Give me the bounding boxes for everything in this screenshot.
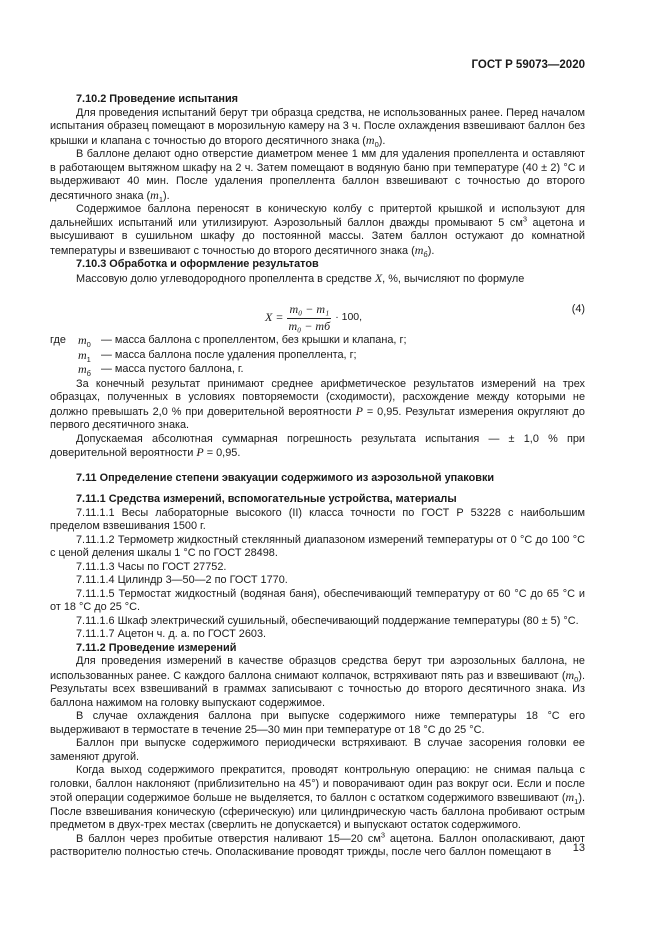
section-7-10-2 — [50, 93, 585, 286]
formula-denominator: m₀ − mб — [288, 318, 331, 333]
legend-label: где — [50, 334, 66, 346]
text-run: ). — [163, 189, 170, 202]
superscript: 3 — [380, 829, 385, 839]
variable: m — [565, 790, 575, 804]
text-run: 7.11.1.4 Цилиндр 3—50—2 по ГОСТ 1770. — [76, 574, 288, 586]
superscript: 3 — [522, 213, 527, 223]
formula-numerator: m₀ − m₁ — [287, 303, 331, 319]
paragraph — [50, 574, 585, 588]
variable: X — [374, 270, 383, 285]
section-heading — [50, 258, 585, 272]
formula-4 — [50, 292, 585, 332]
legend-text: — масса баллона после удаления пропеллента, г; — [101, 348, 357, 361]
paragraph — [50, 507, 585, 534]
text-run: ). Результаты всех взвешиваний в граммах записывают с точностью до второго десятичного знака. Из баллона нажимом на головку выпускают содержимое. — [50, 669, 585, 709]
text-run: 7.11.1.3 Часы по ГОСТ 27752. — [76, 560, 227, 573]
legend-row — [50, 334, 585, 349]
variable: m — [365, 132, 375, 147]
text-run: 7.11.1.1 Весы лабораторные высокого (II) класса точности по ГОСТ Р 53228 с наибольшим пределом взвешивания 1500 г. — [50, 506, 585, 532]
formula-fraction — [287, 303, 331, 333]
document-header: ГОСТ Р 59073—2020 — [471, 59, 585, 71]
subscript: 0 — [86, 340, 91, 350]
text-run: 7.11.1.6 Шкаф электрический сушильный, обеспечивающий поддержание температуры (80 ± 5) °С. — [76, 614, 579, 627]
paragraph — [50, 433, 585, 461]
subscript: б — [423, 249, 428, 259]
formula-number: (4) — [571, 303, 585, 315]
legend-row — [50, 349, 585, 364]
text-run: Допускаемая абсолютная суммарная погрешность результата испытания — ± 1,0 % при доверительной вероятности — [50, 432, 585, 459]
section-heading — [50, 93, 585, 107]
text-run: ацетона и высушивают в сушильном шкафу до постоянной массы. Затем баллон остужают до комнатной температуры и взвешивают с точностью до второго десятичного знака ( — [50, 216, 585, 257]
page-content — [50, 93, 585, 860]
text-run: 7.11.1.2 Термометр жидкостный стеклянный диапазоном измерений температуры от 0 °С до 100 °С с ценой деления шкалы 1 °С по ГОСТ 28498. — [50, 533, 585, 559]
text-run: ). — [378, 134, 386, 147]
subscript: 1 — [574, 797, 579, 807]
section-7-11 — [50, 378, 585, 860]
subscript: 0 — [374, 139, 379, 149]
paragraph — [50, 628, 585, 642]
subscript: б — [86, 369, 91, 379]
paragraph — [50, 764, 585, 833]
formula-multiplier: · 100, — [335, 311, 363, 324]
variable: m — [78, 333, 87, 347]
formula-lhs: X = — [265, 310, 284, 325]
legend-symbol — [78, 363, 101, 378]
text-run: , %, вычисляют по формуле — [382, 272, 525, 285]
text-run: В баллон через пробитые отверстия наливают 15—20 см — [76, 832, 381, 845]
legend-label — [50, 363, 78, 378]
legend-text: — масса пустого баллона, г. — [101, 363, 244, 375]
variable: m — [565, 667, 575, 682]
variable: P — [355, 403, 363, 418]
paragraph — [50, 378, 585, 433]
text-run: Содержимое баллона переносят в коническую колбу с притертой крышкой и используют для дальнейших испытаний или утилизируют. Аэрозольный баллон дважды промывают 5 см — [50, 203, 585, 229]
text-run: 7.11.1.5 Термостат жидкостный (водяная баня), обеспечивающий температуру от 60 °С до 65 °С и от 18 °С до 25 °С. — [50, 587, 585, 613]
variable: m — [150, 187, 159, 202]
paragraph — [50, 655, 585, 710]
formula-legend — [50, 334, 585, 378]
paragraph — [50, 561, 585, 575]
text-run: Для проведения испытаний берут три образца средства, не использованных ранее. Перед началом испытания образец помещают в морозильную камеру на 3 ч. После охлаждения взвешивают баллон без крышки и клапана с точностью до второго десятичного знака ( — [50, 106, 585, 147]
text-run: ). — [427, 244, 435, 257]
text-run: ацетона. Баллон ополаскивают, дают растворителю полностью стечь. Ополаскивание проводят трижды, после чего баллон помещают в — [50, 832, 586, 858]
paragraph — [50, 588, 585, 615]
text-run: ). После взвешивания коническую (сферическую) или цилиндрическую часть баллона пробивают острым предметом в двух-трех местах (сверлить не допускается) и выпускают остаток содержимого. — [50, 792, 585, 831]
variable: m — [414, 242, 424, 257]
text-run: В баллоне делают одно отверстие диаметром менее 1 мм для удаления пропеллента и оставляют в работающем вытяжном шкафу на 2 ч. Затем помещают в водяную баню при температуре (40 ± 2) °С и выдерживают 40 мин. После удаления пропеллента баллон взвешивают с точностью до второго десятичного знака ( — [50, 148, 585, 202]
text-run: Для проведения измерений в качестве образцов средства берут три аэрозольных баллона, не использованных ранее. С каждого баллона снимают колпачок, встряхивают пять раз и взвешивают ( — [50, 655, 585, 682]
legend-label — [50, 349, 78, 364]
paragraph — [50, 203, 585, 258]
text-run: = 0,95. — [203, 447, 241, 459]
paragraph — [50, 615, 585, 629]
paragraph — [50, 737, 585, 764]
text-run: За конечный результат принимают среднее арифметическое результатов измерений на трех образцах, полученных в условиях повторяемости (сходимости), расхождение между которыми не должно превышать 2,0 % при доверительной вероятности — [50, 377, 585, 418]
legend-text: — масса баллона с пропеллентом, без крышки и клапана, г; — [101, 334, 407, 346]
text-run: В случае охлаждения баллона при выпуске содержимого ниже температуры 18 °С его выдерживают в термостате в течение 25—30 мин при температуре от 18 °С до 25 °С. — [50, 710, 585, 736]
text-run: 7.11.1 Средства измерений, вспомогательные устройства, материалы — [76, 493, 457, 505]
section-heading — [50, 493, 585, 507]
paragraph — [50, 829, 586, 860]
paragraph — [50, 107, 585, 149]
text-run: 7.10.3 Обработка и оформление результатов — [76, 258, 319, 270]
paragraph — [50, 272, 585, 287]
variable: m — [78, 347, 87, 362]
subscript: 0 — [574, 674, 579, 684]
paragraph — [50, 534, 585, 561]
text-run: 7.11.2 Проведение измерений — [76, 641, 237, 654]
text-run: Массовую долю углеводородного пропеллента в средстве — [76, 272, 375, 285]
subscript: 1 — [158, 194, 164, 204]
page-number: 13 — [572, 842, 585, 854]
legend-symbol — [78, 334, 101, 349]
section-heading — [50, 472, 585, 486]
legend-symbol — [78, 349, 101, 364]
variable: m — [78, 362, 87, 376]
text-run: Когда выход содержимого прекратится, проводят контрольную операцию: не снимая пальца с головки, баллон наклоняют (приблизительно на 45°) и поворачивают один раз вокруг оси. Если и после этой операции содержимое больше не выделяется, то баллон с остатком содержимого взвешивают ( — [50, 764, 585, 804]
subscript: 1 — [86, 354, 91, 364]
variable: P — [196, 445, 204, 459]
text-run: Баллон при выпуске содержимого периодически встряхивают. В случае засорения головки ее заменяют другой. — [50, 737, 585, 763]
paragraph — [50, 710, 585, 737]
text-run: 7.11 Определение степени эвакуации содержимого из аэрозольной упаковки — [76, 471, 495, 484]
text-run: = 0,95. Результат измерения округляют до первого десятичного знака. — [50, 405, 585, 431]
section-heading — [50, 642, 585, 656]
paragraph — [50, 148, 585, 203]
text-run: 7.10.2 Проведение испытания — [76, 93, 239, 105]
legend-row — [50, 363, 585, 378]
text-run: 7.11.1.7 Ацетон ч. д. а. по ГОСТ 2603. — [76, 628, 267, 640]
